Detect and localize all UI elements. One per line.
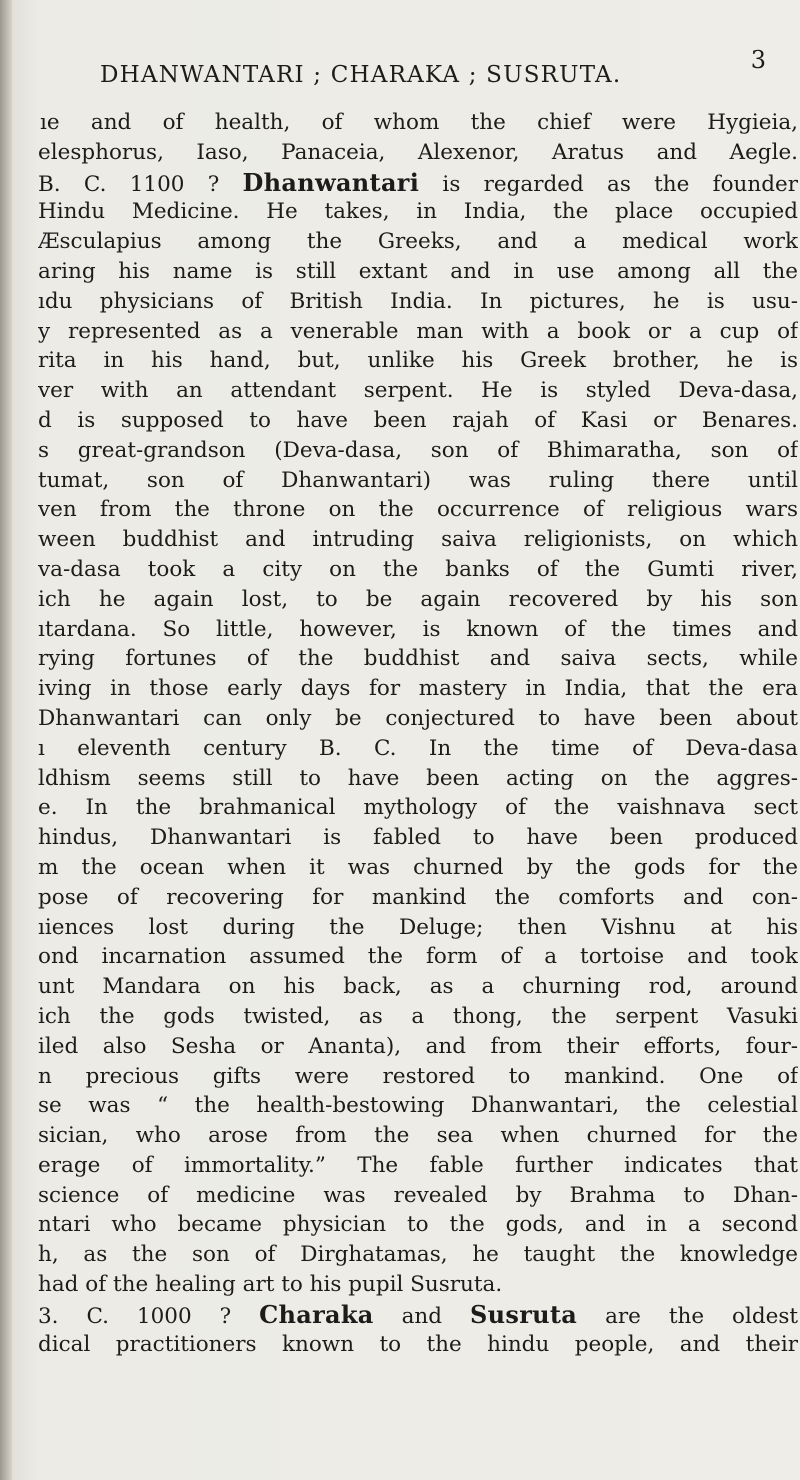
text-line <box>38 257 798 287</box>
text-line <box>38 436 798 466</box>
text-run: elesphorus, Iaso, Panaceia, Alexenor, Aratus and Aegle. <box>38 139 798 165</box>
text-run: h, as the son of Dirghatamas, he taught the knowledge <box>38 1242 798 1268</box>
page-header <box>60 46 780 92</box>
text-run: ldhism seems still to have been acting on the aggres- <box>38 765 798 791</box>
text-line <box>38 1270 798 1300</box>
text-run: iled also Sesha or Ananta), and from their efforts, four- <box>38 1033 798 1059</box>
text-line <box>38 734 798 764</box>
text-run: erage of immortality.” The fable further indicates that <box>38 1152 798 1178</box>
bold-heading-term: Susruta <box>470 1299 578 1329</box>
text-line <box>38 793 798 823</box>
text-run: B. C. 1100 ? <box>38 171 243 197</box>
text-line <box>38 853 798 883</box>
text-line <box>38 227 798 257</box>
text-line <box>38 1181 798 1211</box>
text-run: d is supposed to have been rajah of Kasi or Benares. <box>38 407 798 433</box>
text-line <box>38 1300 798 1330</box>
bold-heading-term: Charaka <box>259 1299 374 1329</box>
text-line <box>38 346 798 376</box>
text-line <box>38 1121 798 1151</box>
text-run: ıiences lost during the Deluge; then Vishnu at his <box>38 914 798 940</box>
text-run: aring his name is still extant and in use among all the <box>38 258 798 284</box>
text-line <box>38 1002 798 1032</box>
text-line <box>38 1210 798 1240</box>
text-run: dical practitioners known to the hindu people, and their <box>38 1331 798 1357</box>
binding-gutter <box>0 0 12 1480</box>
text-run: had of the healing art to his pupil Susruta. <box>38 1272 503 1298</box>
text-run: m the ocean when it was churned by the gods for the <box>38 854 798 880</box>
text-run: ıdu physicians of British India. In pictures, he is usu- <box>38 288 798 314</box>
text-run: 3. C. 1000 ? <box>38 1303 260 1329</box>
text-run: ıe and of health, of whom the chief were Hygieia, <box>40 110 798 135</box>
text-run: Æsculapius among the Greeks, and a medical work <box>38 229 798 255</box>
text-line <box>38 108 798 138</box>
text-line <box>38 615 798 645</box>
text-run: ween buddhist and intruding saiva religionists, on which <box>38 527 798 553</box>
text-line <box>38 764 798 794</box>
text-line <box>38 138 798 168</box>
body-text <box>38 108 798 1359</box>
text-run: ntari who became physician to the gods, and in a second <box>38 1212 798 1238</box>
text-run: unt Mandara on his back, as a churning rod, around <box>38 974 798 1000</box>
text-line <box>38 913 798 943</box>
text-run: s great-grandson (Deva-dasa, son of Bhimaratha, son of <box>38 437 798 463</box>
text-line <box>38 376 798 406</box>
text-run: sician, who arose from the sea when churned for the <box>38 1123 798 1149</box>
text-line <box>38 168 798 198</box>
text-run: se was “ the health-bestowing Dhanwantari, the celestial <box>38 1093 798 1119</box>
text-run: and <box>373 1303 470 1329</box>
text-line <box>38 287 798 317</box>
text-line <box>38 942 798 972</box>
text-run: ı eleventh century B. C. In the time of Deva-dasa <box>38 735 798 761</box>
text-line <box>38 1240 798 1270</box>
text-run: ver with an attendant serpent. He is styled Deva-dasa, <box>38 378 798 404</box>
text-run: Dhanwantari can only be conjectured to have been about <box>38 705 798 731</box>
text-line <box>38 1032 798 1062</box>
text-line <box>38 317 798 347</box>
page-number: 3 <box>750 46 766 74</box>
text-line <box>38 883 798 913</box>
text-line <box>38 197 798 227</box>
text-run: iving in those early days for mastery in India, that the era <box>38 676 798 702</box>
text-line <box>38 525 798 555</box>
text-run: rita in his hand, but, unlike his Greek brother, he is <box>38 348 798 374</box>
text-run: are the oldest <box>577 1303 798 1329</box>
text-run: ıtardana. So little, however, is known of the times and <box>38 616 798 642</box>
text-line <box>38 823 798 853</box>
text-run: ich the gods twisted, as a thong, the serpent Vasuki <box>38 1003 798 1029</box>
text-run: hindus, Dhanwantari is fabled to have been produced <box>38 825 798 851</box>
text-run: e. In the brahmanical mythology of the vaishnava sect <box>38 795 798 821</box>
text-run: y represented as a venerable man with a book or a cup of <box>38 318 798 344</box>
text-line <box>38 406 798 436</box>
text-line <box>38 674 798 704</box>
text-run: ven from the throne on the occurrence of religious wars <box>38 497 798 523</box>
text-run: tumat, son of Dhanwantari) was ruling there until <box>38 467 798 493</box>
text-line <box>38 644 798 674</box>
running-head: DHANWANTARI ; CHARAKA ; SUSRUTA. <box>100 62 622 88</box>
text-line <box>38 1151 798 1181</box>
text-line <box>38 704 798 734</box>
bold-heading-term: Dhanwantari <box>242 167 420 197</box>
text-run: ich he again lost, to be again recovered by his son <box>38 586 798 612</box>
text-run: Hindu Medicine. He takes, in India, the place occupied <box>38 199 798 225</box>
text-run: science of medicine was revealed by Brahma to Dhan- <box>38 1182 798 1208</box>
text-run: ond incarnation assumed the form of a tortoise and took <box>38 944 798 970</box>
text-line <box>38 495 798 525</box>
text-run: pose of recovering for mankind the comforts and con- <box>38 884 798 910</box>
text-line <box>38 1330 798 1360</box>
text-line <box>38 585 798 615</box>
text-line <box>38 972 798 1002</box>
text-run: is regarded as the founder <box>419 171 798 197</box>
text-line <box>38 1091 798 1121</box>
text-line <box>38 466 798 496</box>
text-run: va-dasa took a city on the banks of the Gumti river, <box>38 556 798 582</box>
text-line <box>38 555 798 585</box>
text-line <box>38 1062 798 1092</box>
text-run: rying fortunes of the buddhist and saiva sects, while <box>38 646 798 672</box>
text-run: n precious gifts were restored to mankind. One of <box>38 1063 798 1089</box>
